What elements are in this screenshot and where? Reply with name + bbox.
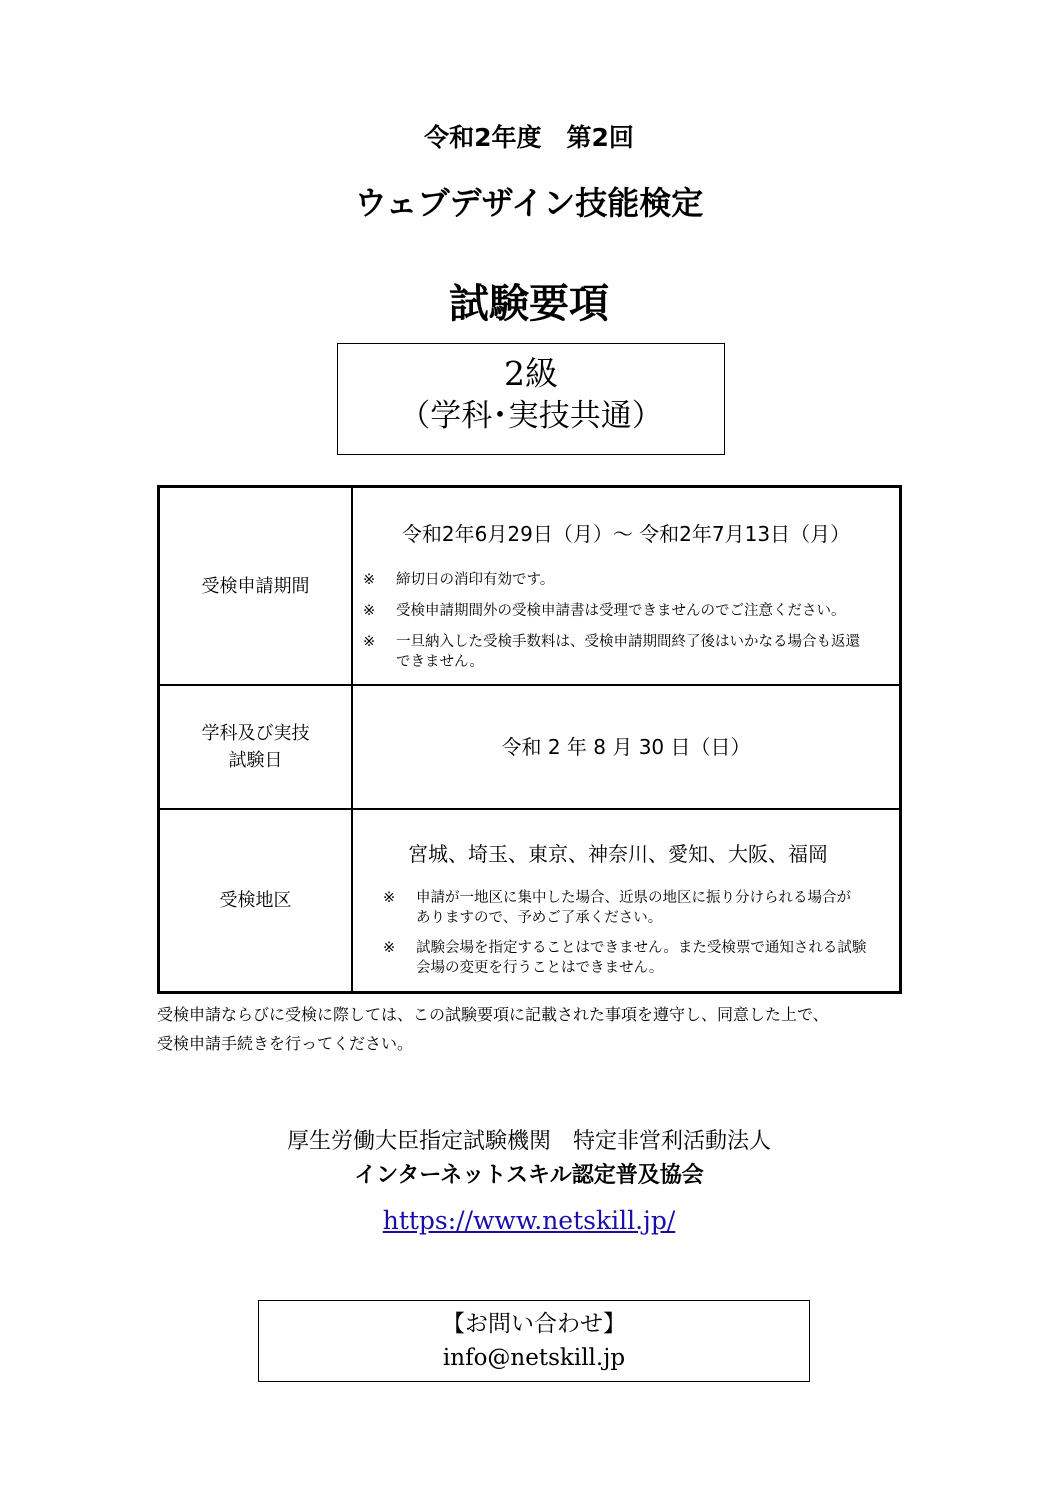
note-mark: ※ xyxy=(383,940,396,956)
contact-box xyxy=(258,1300,810,1382)
year-round-heading: 令和2年度 第2回 xyxy=(424,123,634,152)
grade-label: 2級 xyxy=(504,354,558,393)
application-period-dates: 令和2年6月29日（月）～ 令和2年7月13日（月） xyxy=(401,522,851,546)
exam-date-value xyxy=(353,686,899,808)
organization-name: インターネットスキル認定普及協会 xyxy=(354,1163,704,1188)
note-text: 受検申請期間外の受検申請書は受理できませんのでご注意ください。 xyxy=(396,603,846,619)
note-mark: ※ xyxy=(363,572,376,588)
exam-date-label-line1: 学科及び実技 xyxy=(201,723,310,744)
note-text: 締切日の消印有効です。 xyxy=(396,572,555,588)
application-period-value xyxy=(353,488,899,684)
table-row-area xyxy=(160,810,899,991)
grade-box xyxy=(337,343,725,455)
note-text: 一旦納入した受検手数料は、受検申請期間終了後はいかなる場合も返還 xyxy=(396,634,860,650)
consent-line2: 受検申請手続きを行ってください。 xyxy=(157,1034,414,1053)
note-text-continued: 会場の変更を行うことはできません。 xyxy=(416,960,664,976)
note-item xyxy=(363,632,893,674)
grade-scope: （学科･実技共通） xyxy=(399,398,663,434)
consent-line1: 受検申請ならびに受検に際しては、この試験要項に記載された事項を遵守し、同意した上で、 xyxy=(157,1005,829,1024)
note-text: 試験会場を指定することはできません。また受検票で通知される試験 xyxy=(416,940,867,956)
contact-email: info@netskill.jp xyxy=(442,1345,626,1371)
note-text: 申請が一地区に集中した場合、近県の地区に振り分けられる場合が xyxy=(416,890,851,906)
document-title: 試験要項 xyxy=(449,281,609,327)
note-text-continued: ありますので、予めご了承ください。 xyxy=(416,910,663,926)
table-row-application xyxy=(160,488,899,686)
organization-designation: 厚生労働大臣指定試験機関 特定非営利活動法人 xyxy=(286,1129,771,1154)
exam-area-value xyxy=(353,810,899,991)
note-mark: ※ xyxy=(363,634,376,650)
exam-name-heading: ウェブデザイン技能検定 xyxy=(354,184,704,222)
consent-notice xyxy=(157,1000,902,1058)
exam-date-label-line2: 試験日 xyxy=(228,750,283,771)
table-row-exam-date xyxy=(160,686,899,810)
exam-area-label: 受検地区 xyxy=(160,810,353,991)
exam-info-table xyxy=(157,485,902,994)
exam-area-cities: 宮城、埼玉、東京、神奈川、愛知、大阪、福岡 xyxy=(408,842,828,866)
note-text-continued: できません。 xyxy=(396,654,484,670)
note-item xyxy=(383,888,893,930)
organization-url-link[interactable]: https://www.netskill.jp/ xyxy=(382,1206,676,1235)
exam-date: 令和 2 年 8 月 30 日（日） xyxy=(501,735,751,759)
note-item xyxy=(383,938,893,980)
application-period-label: 受検申請期間 xyxy=(160,488,353,684)
note-mark: ※ xyxy=(383,890,396,906)
note-mark: ※ xyxy=(363,603,376,619)
exam-date-label xyxy=(160,686,353,808)
contact-heading: 【お問い合わせ】 xyxy=(442,1311,626,1337)
